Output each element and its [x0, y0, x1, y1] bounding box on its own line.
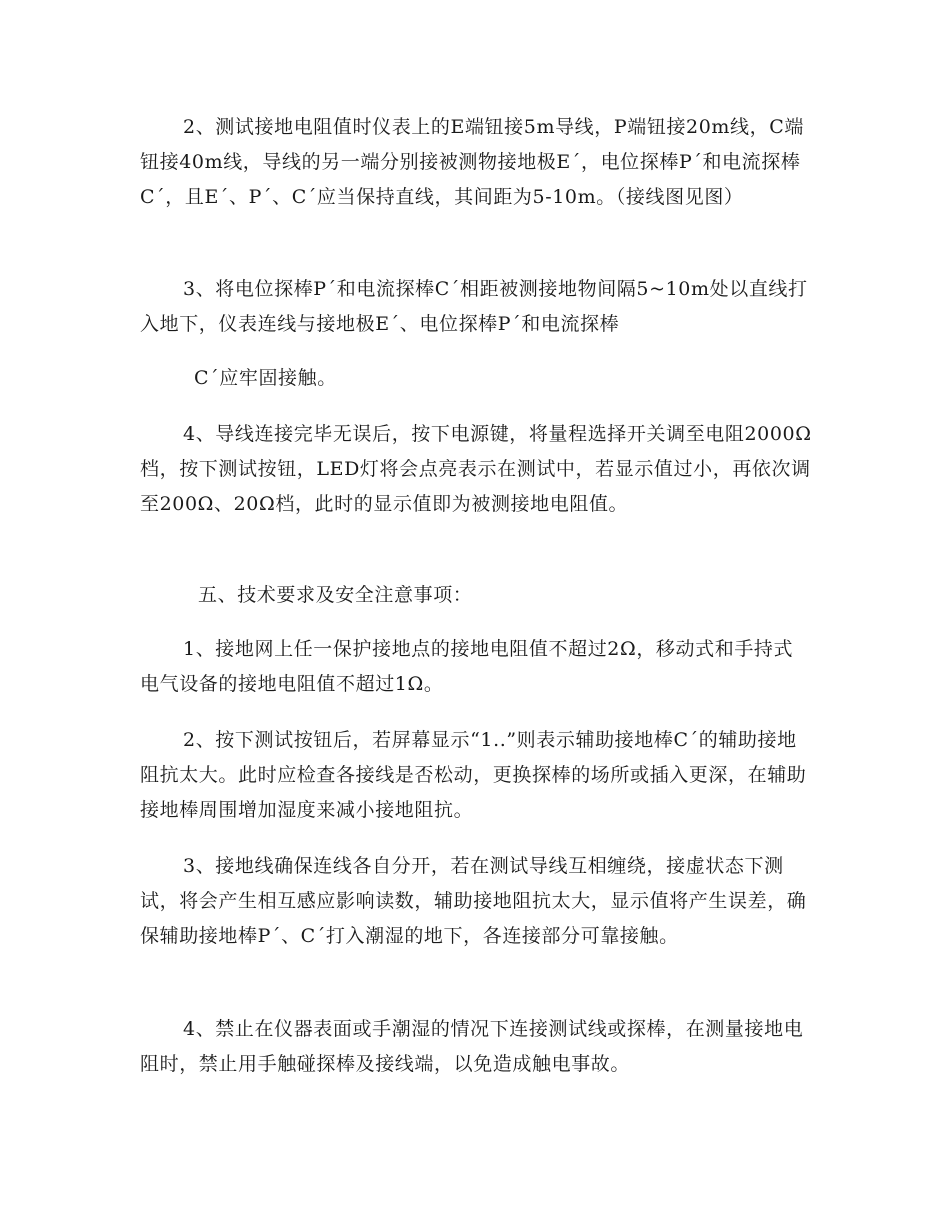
paragraph-step-4-measure: 4、导线连接完毕无误后，按下电源键，将量程选择开关调至电阻2000Ω档，按下测试按钮，LED灯将会点亮表示在测试中，若显示值过小，再依次调至200Ω、20Ω档，此时的显示值即为被测接地电阻值。	[140, 423, 812, 515]
paragraph-step-2-wiring: 2、测试接地电阻值时仪表上的E端钮接5m导线，P端钮接20m线，C端钮接40m线，导线的另一端分别接被测物接地极E´，电位探棒P´和电流探棒C´，且E´、P´、C´应当保持直线，其间距为5-10m。（接线图见图）	[140, 116, 804, 208]
paragraph-requirement-4: 4、禁止在仪器表面或手潮湿的情况下连接测试线或探棒，在测量接地电阻时，禁止用手触碰探棒及接线端，以免造成触电事故。	[140, 1018, 804, 1075]
paragraph-requirement-2: 2、按下测试按钮后，若屏幕显示“1..”则表示辅助接地棒C´的辅助接地阻抗太大。此时应检查各接线是否松动，更换探棒的场所或插入更深，在辅助接地棒周围增加湿度来减小接地阻抗。	[140, 729, 807, 821]
section-heading-requirements: 五、技术要求及安全注意事项：	[198, 584, 473, 606]
paragraph-step-3-probes: 3、将电位探棒P´和电流探棒C´相距被测接地物间隔5~10m处以直线打入地下，仪表连线与接地极E´、电位探棒P´和电流探棒	[140, 278, 808, 335]
paragraph-requirement-1: 1、接地网上任一保护接地点的接地电阻值不超过2Ω，移动式和手持式电气设备的接地电阻值不超过1Ω。	[140, 638, 794, 695]
paragraph-step-3-continuation: C´应牢固接触。	[194, 367, 337, 389]
paragraph-requirement-3: 3、接地线确保连线各自分开，若在测试导线互相缠绕，接虚状态下测试，将会产生相互感应影响读数，辅助接地阻抗太大，显示值将产生误差，确保辅助接地棒P´、C´打入潮湿的地下，各连接部分可靠接触。	[140, 855, 807, 947]
